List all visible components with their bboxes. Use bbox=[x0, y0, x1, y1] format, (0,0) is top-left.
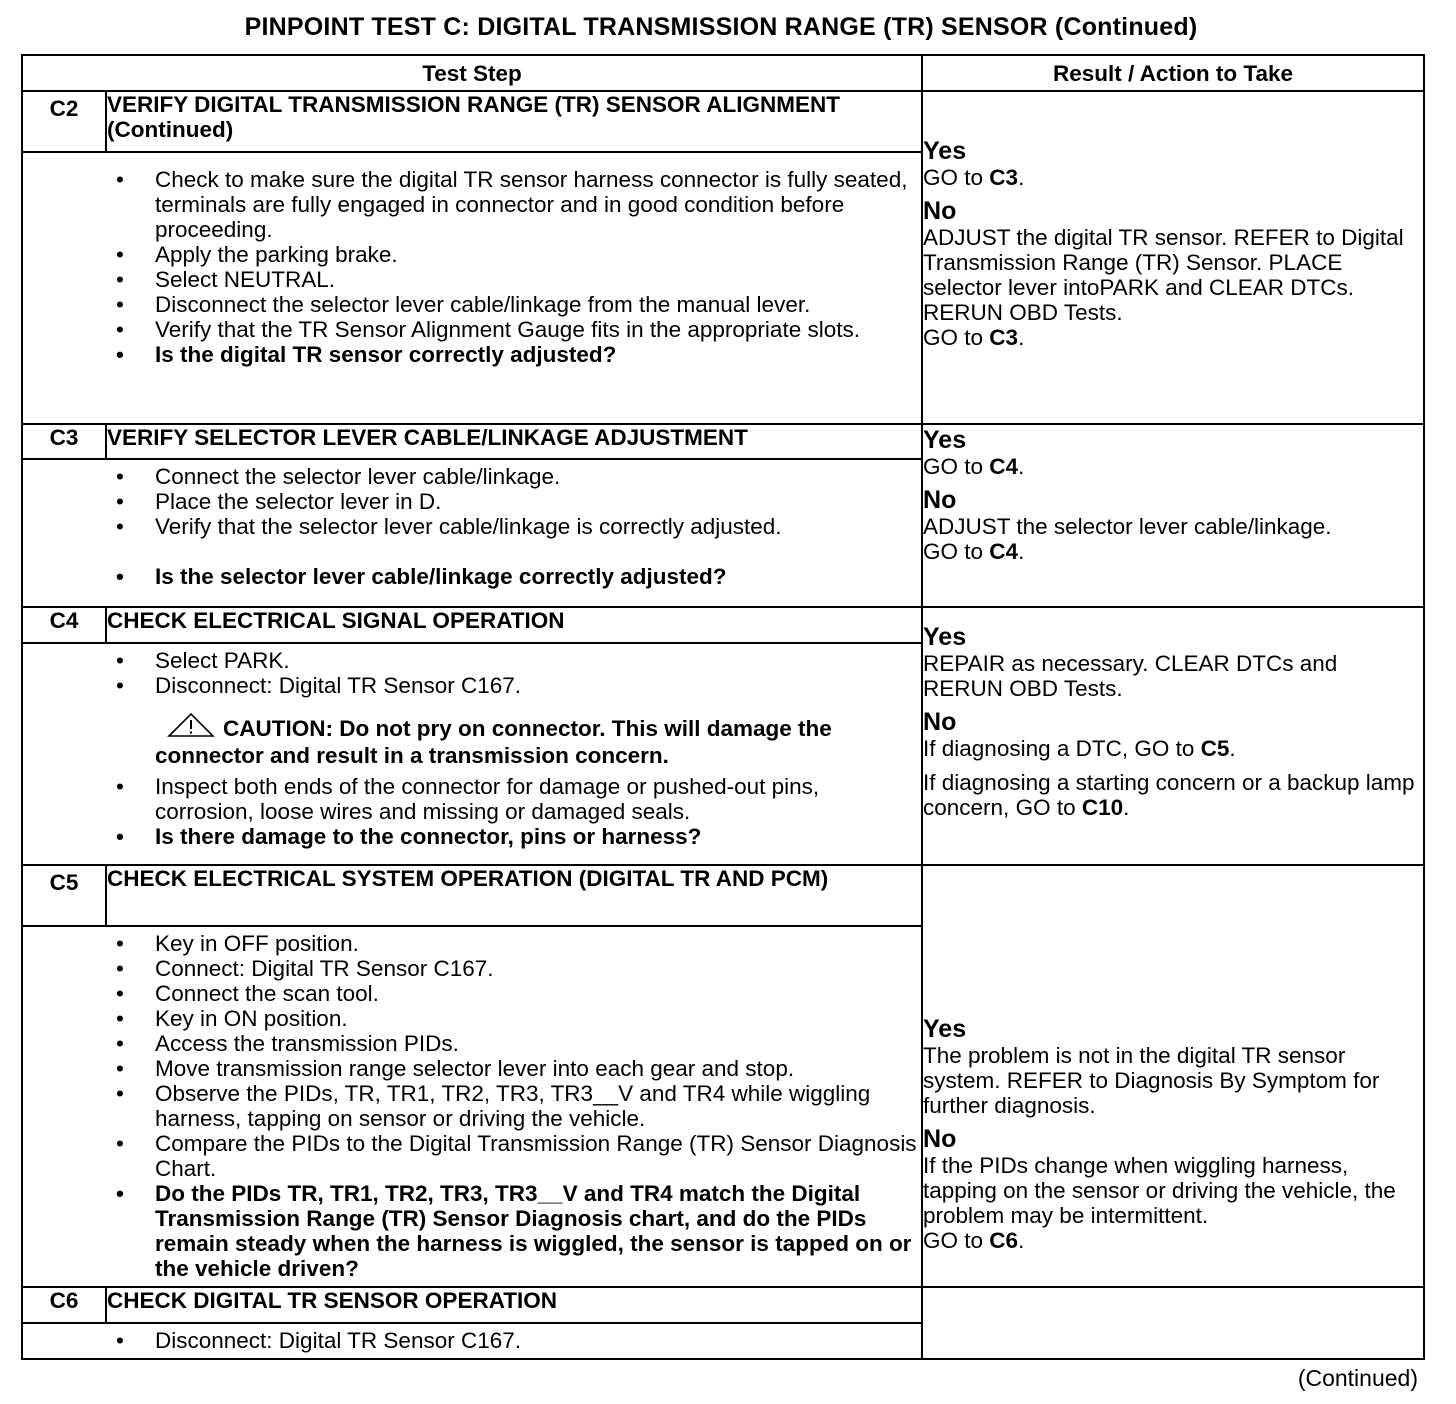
yes-action: REPAIR as necessary. CLEAR DTCs and RERUN OBD Tests. bbox=[923, 651, 1338, 701]
list-item: • Disconnect: Digital TR Sensor C167. bbox=[23, 1328, 921, 1353]
list-item: • Place the selector lever in D. bbox=[23, 489, 921, 514]
list-item: • Disconnect the selector lever cable/linkage from the manual lever. bbox=[23, 292, 921, 317]
list-item: • Access the transmission PIDs. bbox=[23, 1031, 921, 1056]
yes-label: Yes bbox=[923, 137, 967, 165]
step-ref: C4 bbox=[989, 454, 1019, 479]
list-item: • Compare the PIDs to the Digital Transmission Range (TR) Sensor Diagnosis Chart. bbox=[23, 1131, 921, 1181]
step-ref: C4 bbox=[989, 539, 1019, 564]
step-list bbox=[23, 648, 921, 698]
step-code: C3 bbox=[22, 424, 106, 459]
no-action: If diagnosing a DTC, GO to C5. bbox=[923, 736, 1236, 761]
list-item: • Select NEUTRAL. bbox=[23, 267, 921, 292]
step-title: CHECK DIGITAL TR SENSOR OPERATION bbox=[106, 1287, 922, 1323]
yes-label: Yes bbox=[923, 1015, 967, 1043]
step-list bbox=[23, 774, 921, 849]
list-item: • Disconnect: Digital TR Sensor C167. bbox=[23, 673, 921, 698]
step-c3-title-row bbox=[22, 424, 1424, 459]
step-c4-result bbox=[922, 607, 1424, 865]
list-item: • Key in OFF position. bbox=[23, 931, 921, 956]
continued-note: (Continued) bbox=[1297, 1365, 1418, 1391]
step-c6-result bbox=[922, 1287, 1424, 1359]
step-body bbox=[22, 1323, 922, 1359]
step-list bbox=[23, 464, 921, 589]
step-c2-title-row bbox=[22, 91, 1424, 152]
step-list bbox=[23, 167, 921, 367]
header-result: Result / Action to Take bbox=[922, 55, 1424, 91]
step-code: C4 bbox=[22, 607, 106, 643]
no-label: No bbox=[923, 486, 957, 514]
step-code: C6 bbox=[22, 1287, 106, 1323]
step-ref: C6 bbox=[989, 1228, 1019, 1253]
list-item: • Connect the scan tool. bbox=[23, 981, 921, 1006]
no-action: ADJUST the digital TR sensor. REFER to Digital Transmission Range (TR) Sensor. PLACE selector lever intoPARK and CLEAR DTCs. RERUN OBD Tests. bbox=[923, 225, 1404, 325]
step-ref: C3 bbox=[989, 325, 1019, 350]
step-c2-result bbox=[922, 91, 1424, 424]
list-item-question: • Is the selector lever cable/linkage correctly adjusted? bbox=[23, 564, 921, 589]
list-item: • Observe the PIDs, TR, TR1, TR2, TR3, TR3__V and TR4 while wiggling harness, tapping on sensor or driving the vehicle. bbox=[23, 1081, 921, 1131]
step-body bbox=[22, 643, 922, 865]
caution-text: CAUTION: Do not pry on connector. This will damage the connector and result in a transmission concern. bbox=[155, 716, 832, 768]
step-c6-title-row bbox=[22, 1287, 1424, 1323]
step-ref: C5 bbox=[1200, 736, 1230, 761]
step-title: VERIFY SELECTOR LEVER CABLE/LINKAGE ADJUSTMENT bbox=[106, 424, 922, 459]
step-body bbox=[22, 926, 922, 1287]
step-title: VERIFY DIGITAL TRANSMISSION RANGE (TR) SENSOR ALIGNMENT (Continued) bbox=[106, 91, 922, 152]
list-item: • Inspect both ends of the connector for damage or pushed-out pins, corrosion, loose wires and missing or damaged seals. bbox=[23, 774, 921, 824]
no-goto: GO to C3. bbox=[923, 325, 1025, 350]
warning-triangle-icon bbox=[167, 712, 215, 743]
list-item: • Move transmission range selector lever into each gear and stop. bbox=[23, 1056, 921, 1081]
pinpoint-test-table bbox=[21, 54, 1425, 1360]
step-c4-title-row bbox=[22, 607, 1424, 643]
step-c5-result bbox=[922, 865, 1424, 1287]
list-item: • Verify that the selector lever cable/linkage is correctly adjusted. bbox=[23, 514, 921, 539]
step-title: CHECK ELECTRICAL SIGNAL OPERATION bbox=[106, 607, 922, 643]
no-label: No bbox=[923, 708, 957, 736]
yes-action: The problem is not in the digital TR sensor system. REFER to Diagnosis By Symptom for further diagnosis. bbox=[923, 1043, 1380, 1118]
page-title: PINPOINT TEST C: DIGITAL TRANSMISSION RANGE (TR) SENSOR (Continued) bbox=[244, 13, 1198, 41]
list-item: • Select PARK. bbox=[23, 648, 921, 673]
no-goto: GO to C6. bbox=[923, 1228, 1025, 1253]
step-title: CHECK ELECTRICAL SYSTEM OPERATION (DIGITAL TR AND PCM) bbox=[106, 865, 922, 926]
no-action: If the PIDs change when wiggling harness, tapping on the sensor or driving the vehicle, the problem may be intermittent. bbox=[923, 1153, 1396, 1228]
list-item: • Connect the selector lever cable/linkage. bbox=[23, 464, 921, 489]
list-item: • Connect: Digital TR Sensor C167. bbox=[23, 956, 921, 981]
step-body bbox=[22, 459, 922, 607]
list-item-question: • Do the PIDs TR, TR1, TR2, TR3, TR3__V and TR4 match the Digital Transmission Range (TR) Sensor Diagnosis chart, and do the PIDs remain steady when the harness is wiggled, the sensor is tapped on or the vehicle driven? bbox=[23, 1181, 921, 1281]
list-item: • Key in ON position. bbox=[23, 1006, 921, 1031]
step-code: C5 bbox=[22, 865, 106, 926]
step-ref: C10 bbox=[1081, 795, 1124, 820]
list-item: • Check to make sure the digital TR sensor harness connector is fully seated, terminals are fully engaged in connector and in good condition before proceeding. bbox=[23, 167, 921, 242]
no-label: No bbox=[923, 1125, 957, 1153]
list-item-question: • Is there damage to the connector, pins or harness? bbox=[23, 824, 921, 849]
caution-note bbox=[23, 712, 921, 768]
yes-label: Yes bbox=[923, 426, 967, 454]
step-list bbox=[23, 931, 921, 1281]
no-action: ADJUST the selector lever cable/linkage. bbox=[923, 514, 1332, 539]
list-item-question: • Is the digital TR sensor correctly adjusted? bbox=[23, 342, 921, 367]
step-ref: C3 bbox=[989, 165, 1019, 190]
list-item: • Apply the parking brake. bbox=[23, 242, 921, 267]
no-label: No bbox=[923, 197, 957, 225]
table-header-row bbox=[22, 55, 1424, 91]
yes-label: Yes bbox=[923, 623, 967, 651]
yes-action: GO to C4. bbox=[923, 454, 1025, 479]
list-item: • Verify that the TR Sensor Alignment Gauge fits in the appropriate slots. bbox=[23, 317, 921, 342]
yes-action: GO to C3. bbox=[923, 165, 1025, 190]
header-test-step: Test Step bbox=[22, 55, 922, 91]
no-goto: GO to C4. bbox=[923, 539, 1025, 564]
step-code: C2 bbox=[22, 91, 106, 152]
no-action-alt: If diagnosing a starting concern or a backup lamp concern, GO to C10. bbox=[923, 770, 1415, 820]
step-c3-result bbox=[922, 424, 1424, 607]
step-body bbox=[22, 152, 922, 424]
step-list bbox=[23, 1328, 921, 1353]
step-c5-title-row bbox=[22, 865, 1424, 926]
